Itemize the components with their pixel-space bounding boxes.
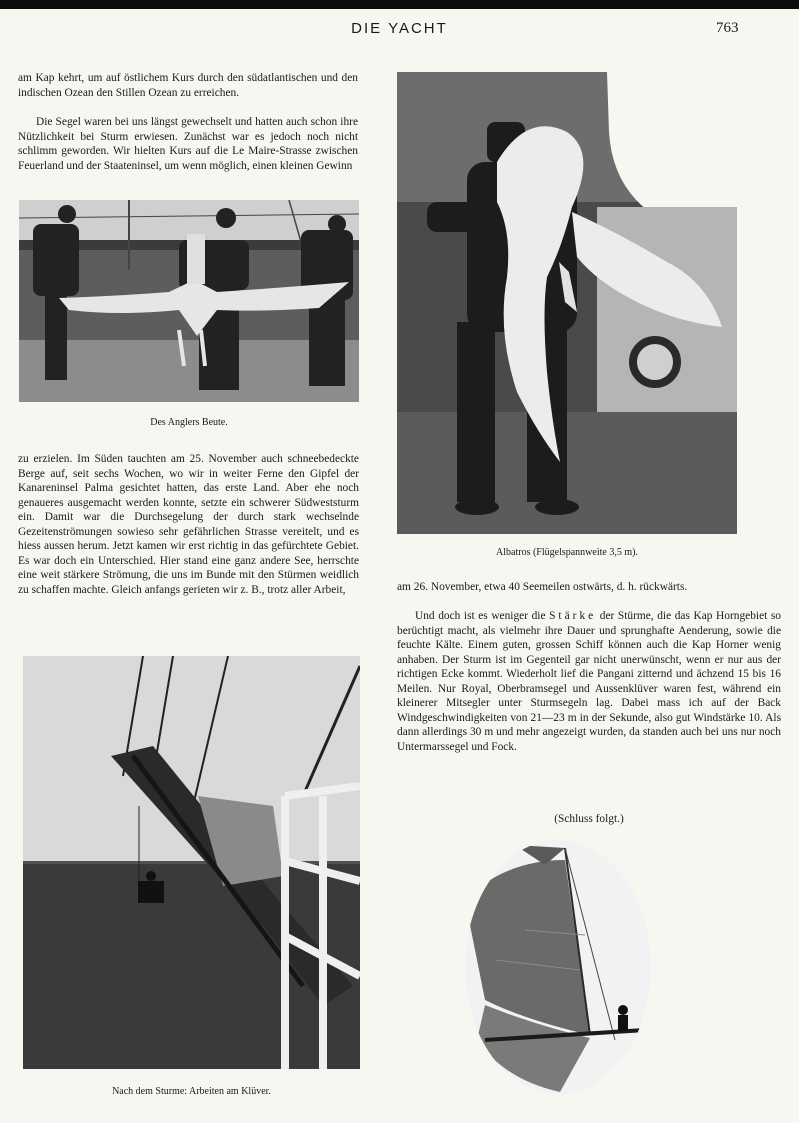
- photo-anglers-catch: [19, 200, 359, 402]
- paragraph-col2-2: [397, 609, 781, 754]
- closing-note: (Schluss folgt.): [554, 813, 624, 825]
- paragraph-col2-2-start: Und doch ist es weniger die: [415, 610, 550, 622]
- caption-kluever: Nach dem Sturme: Arbeiten am Klüver.: [112, 1086, 271, 1097]
- photo-jib-work: [23, 656, 360, 1069]
- photo-albatros: [397, 72, 737, 534]
- paragraph-col2-1: am 26. November, etwa 40 Seemeilen ostwärts, d. h. rückwärts.: [397, 581, 688, 593]
- paragraph-col2-2-rest: der Stürme, die das Kap Horngebiet so berüchtigt macht, als vielmehr ihre Dauer und sprunghafte Aenderung, sowie die feuchte Kälte. Einem guten, grossen Schiff können auch die Kap Horner wenig anhaben. Der Sturm ist im Gegenteil gar nicht unerwünscht, wenn er nur aus der richtigen Ecke kommt. Wiederholt lief die Pangani zitternd und ächzend 15 bis 16 Meilen. Nur Royal, Oberbramsegel und Aussenklüver waren fest, während ein kleinerer Mitsegler unter Sturmsegeln lag. Dabei mass ich auf der Back Windgeschwindigkeiten von 21—23 m in der Sekunde, also gut Windstärke 10. Als dann allerdings 30 m und mehr angezeigt wurden, da standen auch bei uns nur noch Untermarssegel und Fock.: [397, 610, 781, 753]
- emphasis-staerke: Stärke: [549, 610, 597, 622]
- scan-top-edge: [0, 0, 799, 9]
- running-title: DIE YACHT: [351, 20, 448, 37]
- paragraph-col1-2: Die Segel waren bei uns längst gewechselt und hatten auch schon ihre Nützlichkeit bei Sturm erwiesen. Zunächst war es jedoch noch nicht schlimm geworden. Wir hielten Kurs auf die Le Maire-Strasse zwischen Feuerland und der Staateninsel, um wenn möglich, einen kleinen Gewinn: [18, 116, 358, 172]
- caption-anglers: Des Anglers Beute.: [150, 417, 228, 428]
- paragraph-col1-1: am Kap kehrt, um auf östlichem Kurs durch den südatlantischen und den indischen Ozean den Stillen Ozean zu erreichen.: [18, 72, 358, 99]
- caption-albatros: Albatros (Flügelspannweite 3,5 m).: [496, 547, 638, 558]
- page-number: 763: [716, 20, 739, 36]
- paragraph-col1-3: zu erzielen. Im Süden tauchten am 25. November auch schneebedeckte Berge auf, seit sechs Wochen, wo wir in weiter Ferne den Gipfel der Kanareninsel Palma gesichtet hatten, das erste Land. Aber ehe noch genaueres ausgemacht werden konnte, setzte ein schwerer Südweststurm ein. Damit war die Durchsegelung der durch stark wechselnde Gezeitenströmungen sowieso sehr gefährlichen Strasse vereitelt, und es hiess aussen herum. Jetzt kamen wir erst richtig in das gefürchtete Gebiet. Es war doch ein Unterschied. Hier stand eine ganz andere See, herrschte eine weit stärkere Strömung, die uns im Bunde mit den Stürmen weidlich zu schaffen machte. Gleich anfangs gerieten wir z. B., trotz aller Arbeit,: [18, 453, 359, 596]
- photo-sail-vignette: [465, 840, 651, 1094]
